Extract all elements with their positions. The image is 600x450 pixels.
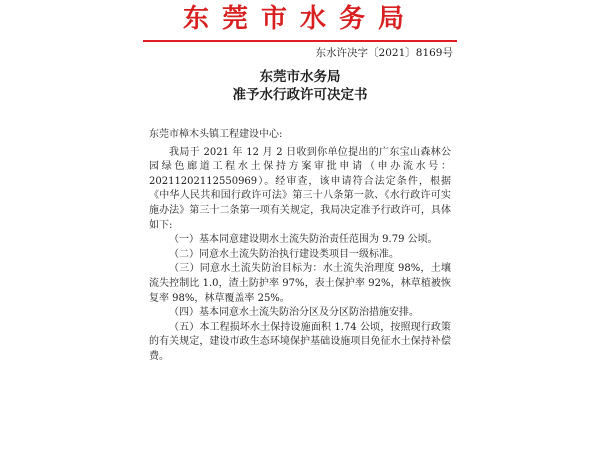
document-body: [149, 128, 451, 365]
letterhead-title: 东莞市水务局: [182, 4, 417, 34]
decision-item-3: （三）同意水土流失防治目标为：水土流失治理度 98%，土壤流失控制比 1.0，渣土防护率 97%，表土保护率 92%，林草植被恢复率 98%，林草覆盖率 25%。: [149, 263, 451, 304]
title-line-1: 东莞市水务局: [259, 69, 341, 85]
decision-item-1: （一）基本同意建设期水土流失防治责任范围为 9.79 公顷。: [169, 234, 438, 246]
decision-item-2: （二）同意水土流失防治执行建设类项目一级标准。: [169, 248, 399, 260]
addressee: 东莞市樟木头镇工程建设中心:: [149, 129, 283, 140]
document-title: [137, 68, 463, 104]
letterhead-divider: [143, 40, 457, 42]
decision-item-5: （五）本工程损坏水土保持设施面积 1.74 公顷，按照现行政策的有关规定，建设市政生态环境保护基础设施项目免征水土保持补偿费。: [149, 321, 451, 362]
document-number: 东水许决字〔2021〕8169号: [315, 47, 453, 59]
decision-item-4: （四）基本同意水土流失防治分区及分区防治措施安排。: [169, 307, 419, 319]
document-sheet: [137, 0, 463, 450]
intro-paragraph: 我局于 2021 年 12 月 2 日收到你单位提出的广东宝山森林公园绿色廊道工程水土保持方案审批申请（申办流水号：20211202112550969）。经审查，该申请符合法定条件，根据《中华人民共和国行政许可法》第三十八条第一款、《水行政许可实施办法》第三十二条第一项有关规定，我局决定准予行政许可，具体如下:: [149, 146, 451, 231]
title-line-2: 准予水行政许可决定书: [232, 87, 368, 103]
